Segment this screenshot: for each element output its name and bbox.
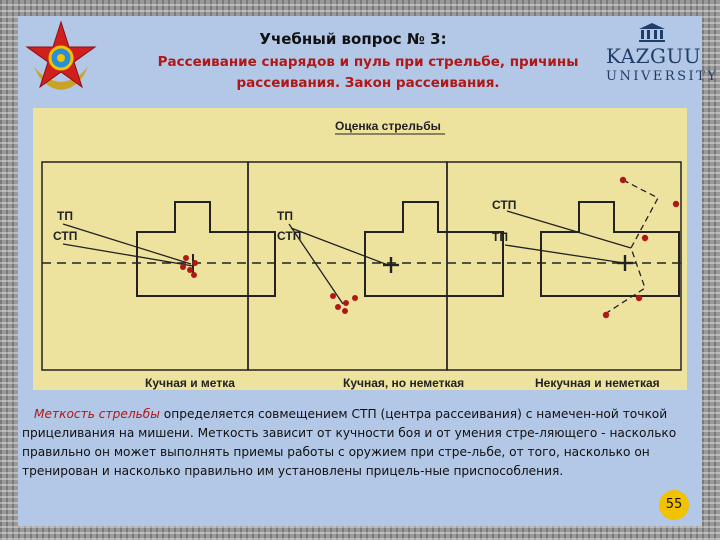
pointer-tp-3 <box>505 245 624 263</box>
diagram-heading: Оценка стрельбы <box>335 119 441 133</box>
explanation-paragraph <box>22 405 698 481</box>
hit-point <box>642 235 648 241</box>
logo-subname: UNIVERSITY <box>606 69 719 84</box>
hit-point <box>187 267 193 273</box>
star-emblem-icon <box>24 20 98 94</box>
hit-point <box>192 260 198 266</box>
pointer-tp-1 <box>63 224 191 264</box>
caption-1: Кучная и метка <box>145 376 235 390</box>
hit-point <box>673 201 679 207</box>
pointer-stp-2 <box>289 224 343 304</box>
term-highlight: Меткость стрельбы <box>34 407 160 421</box>
hit-point <box>636 295 642 301</box>
hit-point <box>342 308 348 314</box>
label-stp-2: СТП <box>277 229 302 243</box>
label-tp-2: ТП <box>277 209 293 223</box>
panel-1-box <box>42 162 248 370</box>
subtitle-line-2: рассеивания. Закон рассеивания. <box>236 75 500 91</box>
target-3 <box>541 202 679 296</box>
subtitle-line-1: Рассеивание снарядов и пуль при стрельбе, причины <box>157 54 579 70</box>
label-stp-3: СТП <box>492 198 517 212</box>
hit-point <box>180 264 186 270</box>
hit-point <box>191 272 197 278</box>
page-number-badge: 55 <box>659 490 689 520</box>
shooting-assessment-diagram <box>33 108 687 390</box>
caption-2: Кучная, но неметкая <box>343 376 465 390</box>
slide-title: Учебный вопрос № 3: <box>259 30 447 48</box>
explanation-text: определяется совмещением СТП (центра рассеивания) с намечен-ной точкой прицеливания на мишени. Меткость зависит от кучности боя и от умения стре-ляющего - насколько правильно он может выполнять приемы работы с оружием при стре-льбе, от того, насколько он тренирован и насколько правильно им установлены прицель-ные приспособления. <box>22 407 677 478</box>
hit-point <box>330 293 336 299</box>
hit-point <box>183 255 189 261</box>
panel-3-box <box>447 162 681 370</box>
logo-name: KAZGUU <box>606 44 702 68</box>
target-2 <box>365 202 503 296</box>
caption-3: Некучная и неметкая <box>535 376 660 390</box>
diagram-svg <box>33 108 687 390</box>
slide-subtitle <box>128 52 608 94</box>
panel-2-box <box>248 162 447 370</box>
hit-point <box>620 177 626 183</box>
target-1 <box>137 202 275 296</box>
university-logo <box>606 22 719 94</box>
hit-point <box>603 312 609 318</box>
pointer-tp-2 <box>291 228 388 265</box>
building-icon <box>637 22 667 42</box>
label-stp-1: СТП <box>53 229 78 243</box>
dispersion-outline <box>605 180 658 314</box>
label-tp-3: ТП <box>492 230 508 244</box>
hit-point <box>352 295 358 301</box>
slide <box>18 16 719 526</box>
label-tp-1: ТП <box>57 209 73 223</box>
pointer-stp-1 <box>63 244 193 266</box>
hit-point <box>335 304 341 310</box>
pointer-stp-3 <box>507 211 631 248</box>
hit-point <box>343 300 349 306</box>
